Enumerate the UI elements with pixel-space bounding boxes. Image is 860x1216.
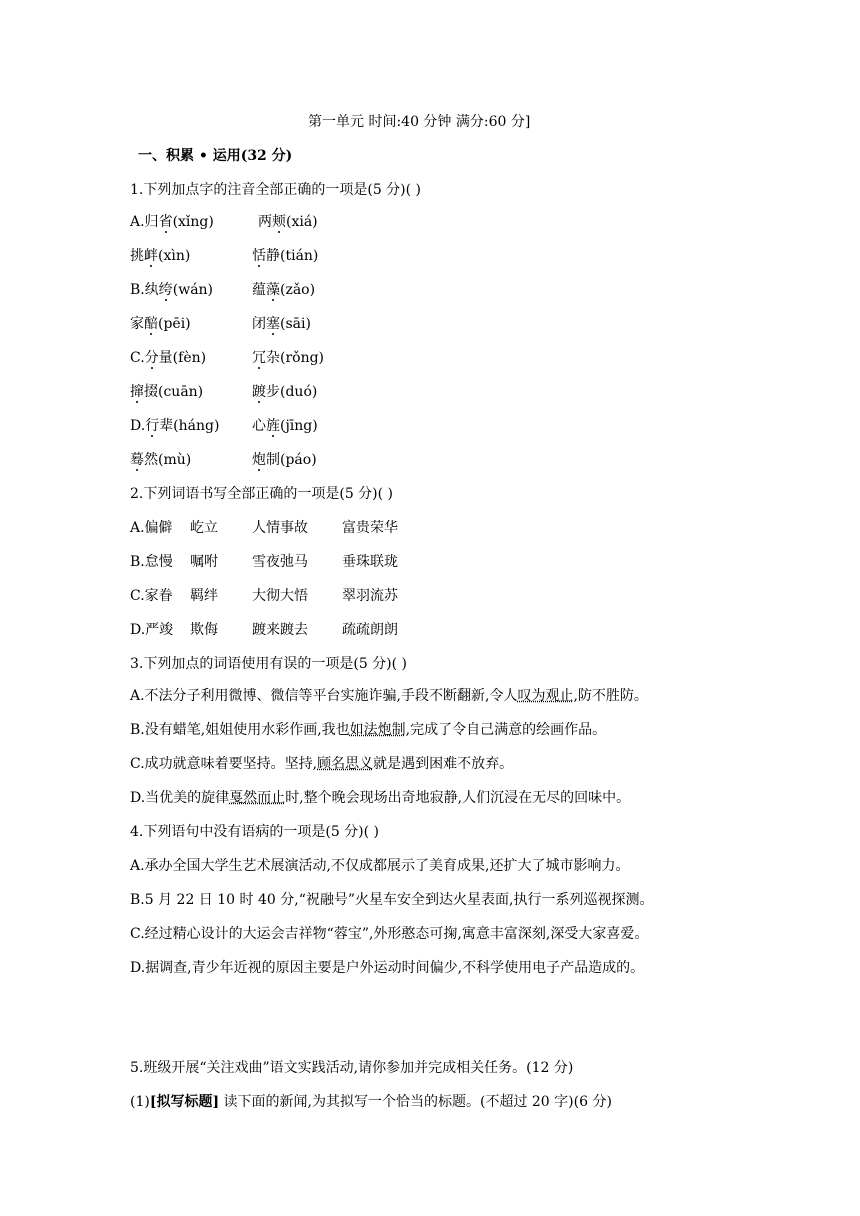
dotted-char: 藻 <box>266 282 280 298</box>
q4-option-b: B.5 月 22 日 10 时 40 分,“祝融号”火星车安全到达火星表面,执行一系列巡视探测。 <box>130 892 654 908</box>
dotted-char: 蓦 <box>130 452 144 468</box>
text-segment: B.纨 <box>130 282 159 298</box>
q2-option-c-word-2: 羁绊 <box>190 588 218 604</box>
question-2-stem: 2.下列词语书写全部正确的一项是(5 分)( ) <box>130 486 394 502</box>
q3-option-a <box>130 686 648 706</box>
q2-option-b-word-1: B.怠慢 <box>130 554 173 570</box>
q1-option-a-1 <box>130 212 214 232</box>
text-segment: A.归 <box>130 214 159 230</box>
subquestion-number: (1) <box>130 1094 150 1110</box>
text-segment: (pēi) <box>158 316 191 332</box>
text-segment: 步(duó) <box>266 384 318 400</box>
question-5-stem: 5.班级开展“关注戏曲”语文实践活动,请你参加并完成相关任务。(12 分) <box>130 1060 574 1076</box>
question-3-stem: 3.下列加点的词语使用有误的一项是(5 分)( ) <box>130 656 408 672</box>
dotted-phrase: 顾名思义 <box>317 756 374 772</box>
q1-option-b-1 <box>130 280 213 300</box>
q1-option-d-3 <box>130 450 191 470</box>
dotted-phrase: 如法炮制 <box>349 722 406 738</box>
q2-option-c-word-4: 翠羽流苏 <box>342 588 398 604</box>
text-segment: 静(tián) <box>266 248 319 264</box>
text-segment: C.成功就意味着要坚持。坚持, <box>130 756 318 772</box>
text-segment: B.没有蜡笔,姐姐使用水彩作画,我也 <box>130 722 350 738</box>
q1-option-b-3 <box>130 314 191 334</box>
text-segment: (zǎo) <box>280 282 316 298</box>
text-segment: (xìn) <box>158 248 191 264</box>
q4-option-a: A.承办全国大学生艺术展演活动,不仅成都展示了美育成果,还扩大了城市影响力。 <box>130 858 630 874</box>
text-segment: 挑 <box>130 248 144 264</box>
text-segment: D. <box>130 418 146 434</box>
text-segment: 量(fèn) <box>158 350 207 366</box>
q1-option-c-2 <box>252 348 324 368</box>
text-segment: 蕴 <box>252 282 266 298</box>
text-segment: (jīng) <box>280 418 318 434</box>
dotted-char: 撺 <box>130 384 144 400</box>
q1-option-c-1 <box>130 348 206 368</box>
text-segment: (sāi) <box>280 316 311 332</box>
q2-option-a-word-3: 人情事故 <box>252 520 308 536</box>
q4-option-c: C.经过精心设计的大运会吉祥物“蓉宝”,外形憨态可掬,寓意丰富深刻,深受大家喜爱。 <box>130 926 649 942</box>
q3-option-c <box>130 754 513 774</box>
q5-subquestion-1 <box>130 1092 612 1112</box>
q2-option-d-word-2: 欺侮 <box>190 622 218 638</box>
text-segment: 心 <box>252 418 266 434</box>
q2-option-c-word-3: 大彻大悟 <box>252 588 308 604</box>
text-segment: 时,整个晚会现场出奇地寂静,人们沉浸在无尽的回味中。 <box>285 790 631 806</box>
text-segment: 两 <box>258 214 272 230</box>
dotted-char: 分 <box>144 350 159 366</box>
q1-option-a-3 <box>130 246 190 266</box>
dotted-char: 行 <box>145 418 160 434</box>
dotted-char: 衅 <box>144 248 158 264</box>
dotted-char: 省 <box>158 214 173 230</box>
text-segment: (xǐng) <box>172 214 214 230</box>
text-segment: ,完成了令自己满意的绘画作品。 <box>405 722 607 738</box>
text-segment: A.不法分子利用微博、微信等平台实施诈骗,手段不断翻新,令人 <box>130 688 518 704</box>
q2-option-b-word-3: 雪夜弛马 <box>252 554 308 570</box>
q2-option-a-word-4: 富贵荣华 <box>342 520 398 536</box>
page-header: 第一单元 时间:40 分钟 满分:60 分] <box>308 114 531 130</box>
text-segment: 然(mù) <box>144 452 192 468</box>
dotted-phrase: 戛然而止 <box>229 790 286 806</box>
text-segment: 制(páo) <box>266 452 317 468</box>
q2-option-d-word-3: 踱来踱去 <box>252 622 308 638</box>
q1-option-c-3 <box>130 382 203 402</box>
q2-option-d-word-1: D.严竣 <box>130 622 174 638</box>
question-1-stem: 1.下列加点字的注音全部正确的一项是(5 分)( ) <box>130 182 422 198</box>
dotted-char: 绔 <box>158 282 173 298</box>
q1-option-b-2 <box>252 280 315 300</box>
text-segment: ,防不胜防。 <box>573 688 648 704</box>
dotted-char: 踱 <box>252 384 266 400</box>
text-segment: 杂(rǒng) <box>266 350 325 366</box>
section-heading: 一、积累 • 运用(32 分) <box>138 148 293 164</box>
text-segment: C. <box>130 350 145 366</box>
q2-option-a-word-1: A.偏僻 <box>130 520 173 536</box>
dotted-char: 塞 <box>266 316 280 332</box>
dotted-phrase: 叹为观止 <box>517 688 574 704</box>
dotted-char: 旌 <box>266 418 280 434</box>
q4-option-d: D.据调查,青少年近视的原因主要是户外运动时间偏少,不科学使用电子产品造成的。 <box>130 960 645 976</box>
text-segment: D.当优美的旋律 <box>130 790 230 806</box>
q1-option-a-4 <box>252 246 318 266</box>
dotted-char: 炮 <box>252 452 266 468</box>
text-segment: 掇(cuān) <box>144 384 204 400</box>
q1-option-c-4 <box>252 382 317 402</box>
q2-option-c-word-1: C.家眷 <box>130 588 173 604</box>
q2-option-b-word-4: 垂珠联珑 <box>342 554 398 570</box>
q2-option-b-word-2: 嘱咐 <box>190 554 218 570</box>
dotted-char: 醅 <box>144 316 158 332</box>
text-segment: 辈(háng) <box>159 418 220 434</box>
q1-option-d-4 <box>252 450 317 470</box>
question-4-stem: 4.下列语句中没有语病的一项是(5 分)( ) <box>130 824 380 840</box>
text-segment: 家 <box>130 316 144 332</box>
text-segment: (wán) <box>172 282 214 298</box>
text-segment: (xiá) <box>286 214 318 230</box>
q2-option-d-word-4: 疏疏朗朗 <box>342 622 398 638</box>
q3-option-b <box>130 720 606 740</box>
q2-option-a-word-2: 屹立 <box>190 520 218 536</box>
q1-option-d-2 <box>252 416 318 436</box>
dotted-char: 恬 <box>252 248 266 264</box>
subquestion-text: 读下面的新闻,为其拟写一个恰当的标题。(不超过 20 字)(6 分) <box>219 1094 612 1110</box>
q3-option-d <box>130 788 630 808</box>
text-segment: 就是遇到困难不放弃。 <box>373 756 514 772</box>
q1-option-a-2 <box>258 212 318 232</box>
q1-option-b-4 <box>252 314 311 334</box>
dotted-char: 颊 <box>272 214 286 230</box>
q1-option-d-1 <box>130 416 219 436</box>
text-segment: 闭 <box>252 316 266 332</box>
dotted-char: 冗 <box>252 350 266 366</box>
subquestion-tag: [拟写标题] <box>149 1094 220 1110</box>
